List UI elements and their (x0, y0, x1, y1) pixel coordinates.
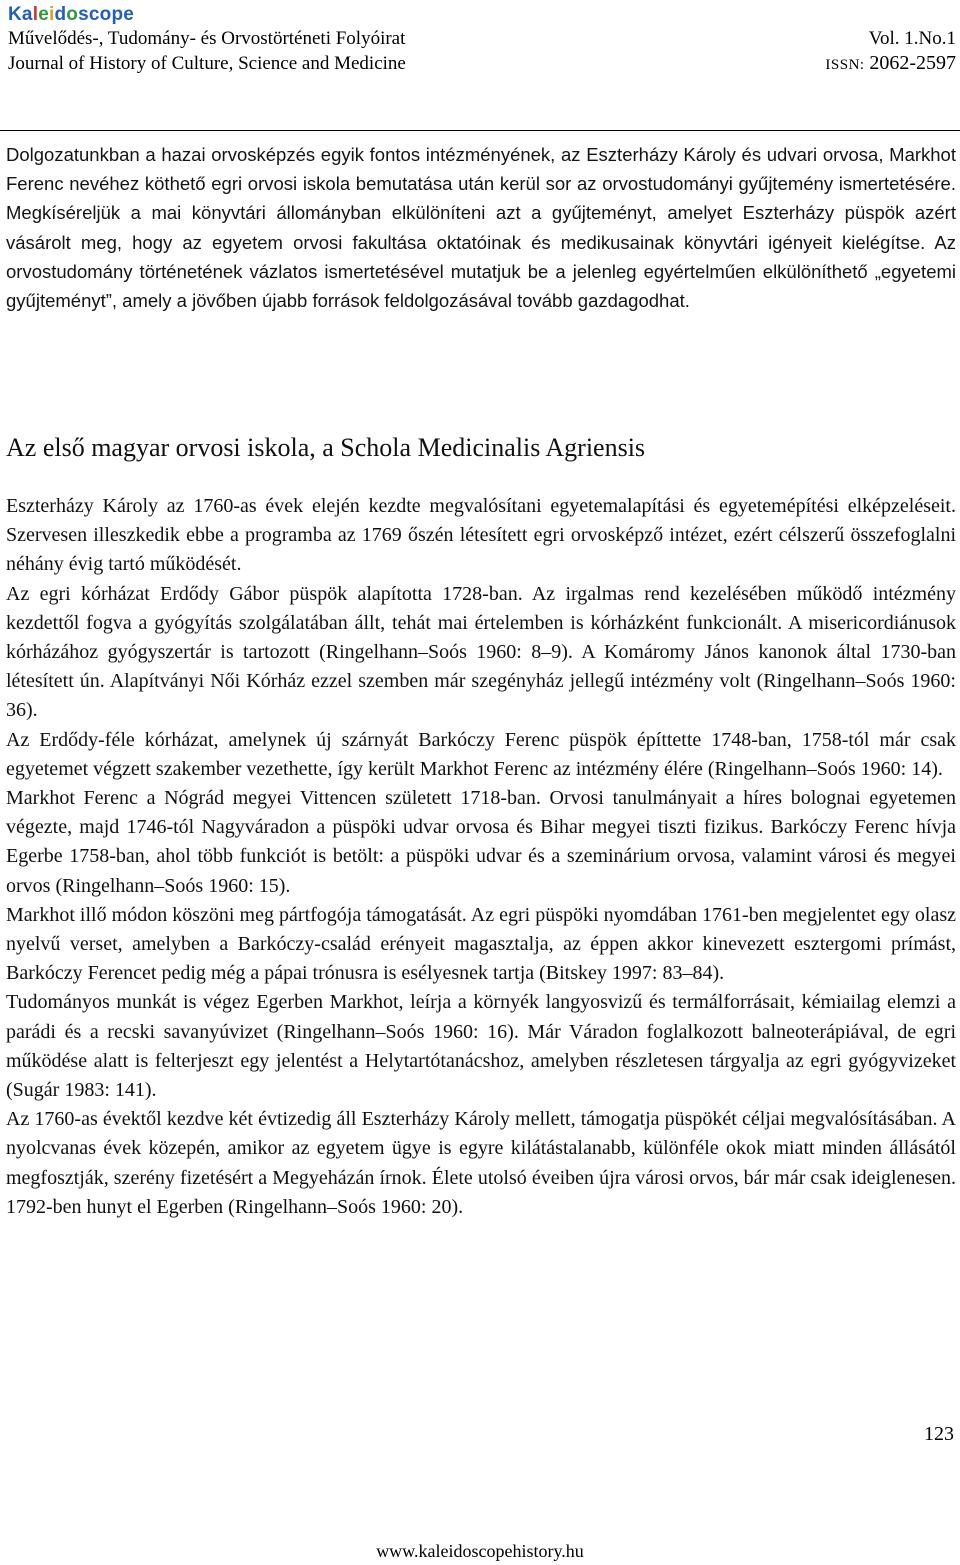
journal-header (8, 4, 956, 78)
journal-subtitle-en: Journal of History of Culture, Science and Medicine (8, 53, 406, 74)
logo-letter: e (38, 4, 49, 25)
logo-letter: a (21, 4, 33, 25)
logo-letter: l (32, 4, 39, 25)
footer-url: www.kaleidoscopehistory.hu (376, 1541, 584, 1561)
body-paragraph: Az Erdődy-féle kórházat, amelynek új szárnyát Barkóczy Ferenc püspök építtette 1748-ban, 1758-tól már csak egyetemet végzett szakember vezethette, így került Markhot Ferenc az intézmény élére (Ringelhann–Soós 1960: 14). (6, 728, 956, 780)
page-number: 123 (924, 1423, 954, 1445)
section-heading: Az első magyar orvosi iskola, a Schola Medicinalis Agriensis (6, 433, 646, 462)
logo-letter: c (88, 4, 100, 25)
body-paragraph: Az 1760-as évektől kezdve két évtizedig áll Eszterházy Károly mellett, támogatja püspökét céljai megvalósításában. A nyolcvanas évek közepén, amikor az egyetem ügye is egyre kilátástalanabb, különféle okok miatt minden állásától megfosztják, szerény fizetésért a Megyeházán írnok. Élete utolsó éveiben újra városi orvos, bár már csak ideiglenesen. 1792-ben hunyt el Egerben (Ringelhann–Soós 1960: 20). (6, 1108, 956, 1218)
volume-number: Vol. 1.No.1 (868, 28, 956, 49)
journal-logo (8, 4, 956, 26)
logo-letter: i (48, 4, 55, 25)
logo-letter: o (99, 4, 112, 25)
body-paragraph: Markhot Ferenc a Nógrád megyei Vittencen született 1718-ban. Orvosi tanulmányait a híres bolognai egyetemen végezte, majd 1746-tól Nagyváradon a püspöki udvar orvosa és Bihar megyei tiszti fizikus. Barkóczy Ferenc hívja Egerbe 1758-ban, ahol több funkciót is betölt: a püspöki udvar és a szeminárium orvosa, valamint városi és megyei orvos (Ringelhann–Soós 1960: 15). (6, 787, 956, 897)
logo-letter: p (111, 4, 124, 25)
article-body (6, 492, 956, 1222)
logo-letter: d (54, 4, 67, 25)
logo-letter: o (66, 4, 79, 25)
body-paragraph: Eszterházy Károly az 1760-as évek elején kezdte megvalósítani egyetemalapítási és egyetemépítési elképzeléseit. Szervesen illeszkedik ebbe a programba az 1769 őszén létesített egri orvosképző intézet, ezért célszerű összefoglalni néhány évig tartó működését. (6, 495, 956, 576)
logo-letter: K (8, 4, 22, 25)
body-paragraph: Markhot illő módon köszöni meg pártfogója támogatását. Az egri püspöki nyomdában 1761-ben megjelentet egy olasz nyelvű verset, amelyben a Barkóczy-család erényeit magasztalja, az éppen akkor kinevezett esztergomi prímást, Barkóczy Ferencet pedig még a pápai trónusra is esélyesnek tartja (Bitskey 1997: 83–84). (6, 903, 956, 985)
body-paragraph: Az egri kórházat Erdődy Gábor püspök alapította 1728-ban. Az irgalmas rend kezelésében működő intézmény kezdettől fogva a gyógyítás szolgálatában állt, tehát mai értelemben is kórházként funkcionált. A misericordiánusok kórházához gyógyszertár is tartozott (Ringelhann–Soós 1960: 8–9). A Komáromy János kanonok által 1730-ban létesített ún. Alapítványi Női Kórház ezzel szemben már szegényház jellegű intézmény volt (Ringelhann–Soós 1960: 36). (6, 582, 956, 722)
body-paragraph: Tudományos munkát is végez Egerben Markhot, leírja a környék langyosvizű és termálforrásait, kémiailag elemzi a parádi és a recski savanyúvizet (Ringelhann–Soós 1960: 16). Már Váradon foglalkozott balneoterápiával, de egri működése alatt is felterjeszt egy jelentést a Helytartótanácshoz, amelyben részletesen tárgyalja az egri gyógyvizeket (Sugár 1983: 141). (6, 991, 956, 1102)
issn (825, 51, 956, 78)
header-divider (0, 130, 960, 131)
logo-letter: s (78, 4, 89, 25)
journal-subtitle-hu: Művelődés-, Tudomány- és Orvostörténeti Folyóirat (8, 28, 406, 49)
issn-label: ISSN: (825, 57, 865, 73)
issn-value: 2062-2597 (869, 52, 956, 74)
abstract-paragraph: Dolgozatunkban a hazai orvosképzés egyik fontos intézményének, az Eszterházy Károly és udvari orvosa, Markhot Ferenc nevéhez köthető egri orvosi iskola bemutatása után kerül sor az orvostudományi gyűjtemény ismertetésére. Megkíséreljük a mai könyvtári állományban elkülöníteni azt a gyűjteményt, amelyet Eszterházy püspök azért vásárolt meg, hogy az egyetem orvosi fakultása oktatóinak és medikusainak könyvtári igényeit kielégítse. Az orvostudomány történetének vázlatos ismertetésével mutatjuk be a jelenleg egyértelműen elkülöníthető „egyetemi gyűjteményt”, amely a jövőben újabb források feldolgozásával tovább gazdagodhat. (6, 144, 956, 312)
logo-letter: e (123, 4, 135, 25)
